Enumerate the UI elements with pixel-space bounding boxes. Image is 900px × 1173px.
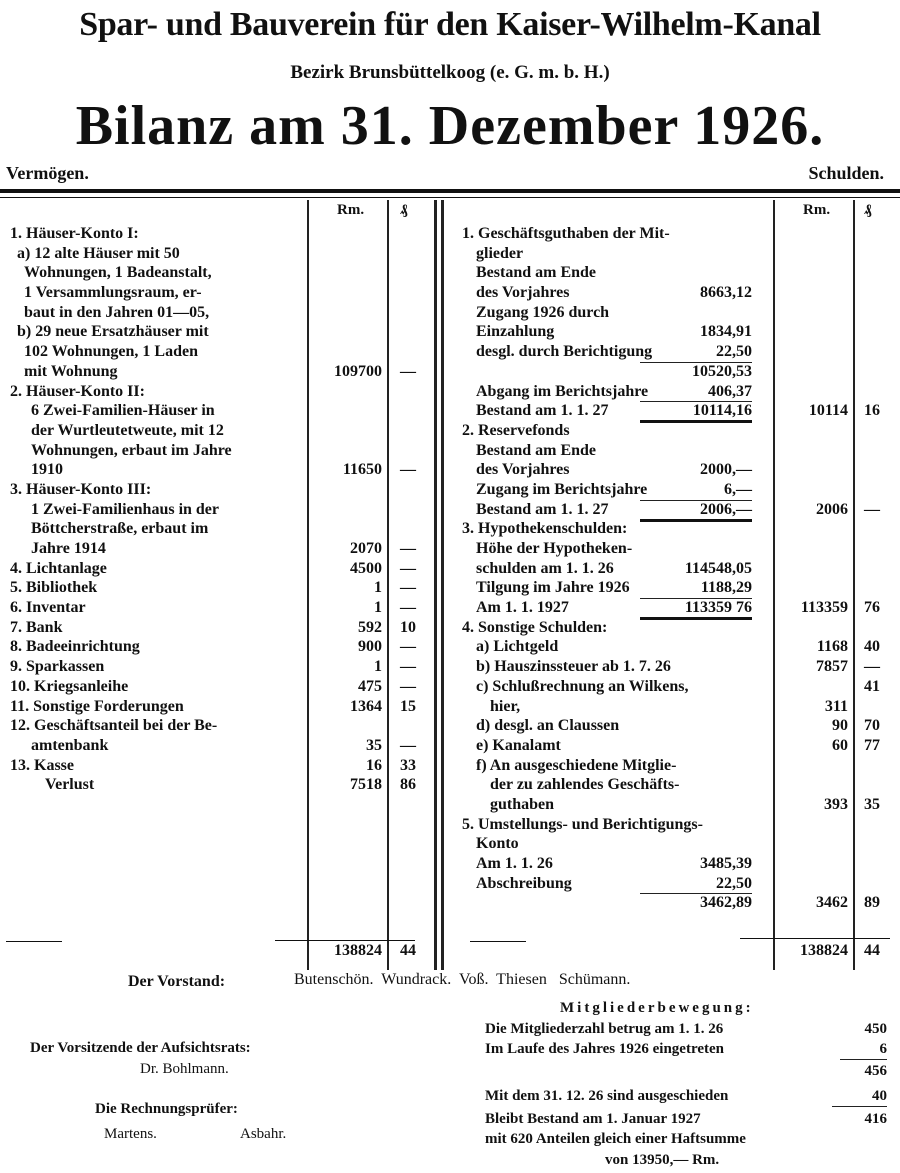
subtotal-value: 113359 76 xyxy=(640,598,752,620)
rm-value: 3462 xyxy=(816,894,848,912)
pf-value: 41 xyxy=(864,677,880,695)
row-label: 6. Inventar xyxy=(10,599,86,617)
liabilities-label: Schulden. xyxy=(808,163,884,183)
row-label: des Vorjahres xyxy=(476,461,570,479)
rm-value: 393 xyxy=(824,795,848,813)
membership-text: von 13950,— Rm. xyxy=(605,1152,720,1168)
row-label: Abgang im Berichtsjahre xyxy=(476,382,649,400)
assets-label: Vermögen. xyxy=(6,163,89,183)
subtotal-value: 1834,91 xyxy=(700,323,752,341)
row-label: 102 Wohnungen, 1 Laden xyxy=(24,343,198,361)
pf-value: — xyxy=(400,599,416,617)
rm-value: 1364 xyxy=(350,697,382,715)
balance-heading: Bilanz am 31. Dezember 1926. xyxy=(75,95,825,157)
pf-value: — xyxy=(400,559,416,577)
subtotal-value: 10114,16 xyxy=(640,401,752,423)
table-row xyxy=(0,480,900,500)
row-label: 9. Sparkassen xyxy=(10,658,105,676)
rm-value: 11650 xyxy=(342,461,382,479)
board-label: Der Vorstand: xyxy=(128,973,226,990)
auditor-name: Asbahr. xyxy=(240,1126,287,1142)
table-row xyxy=(0,618,900,638)
row-label: Bestand am Ende xyxy=(476,264,597,282)
header-rule-thin xyxy=(0,197,900,198)
pf-value: 86 xyxy=(400,776,416,794)
membership-title: Mitgliederbewegung: xyxy=(560,1000,754,1016)
table-row xyxy=(0,500,900,520)
chair-label: Der Vorsitzende der Aufsichtsrats: xyxy=(30,1040,251,1056)
row-label: 7. Bank xyxy=(10,618,63,636)
table-row xyxy=(0,460,900,480)
table-row xyxy=(0,834,900,854)
row-label: 5. Umstellungs- und Berichtigungs- xyxy=(462,815,703,833)
row-label: baut in den Jahren 01—05, xyxy=(24,303,210,321)
rm-value: 10114 xyxy=(808,402,848,420)
rm-value: 1 xyxy=(374,658,382,676)
row-label: 1. Häuser-Konto I: xyxy=(10,225,139,242)
row-label: Jahre 1914 xyxy=(31,540,106,557)
subtotal-value: 6,— xyxy=(724,480,752,498)
pf-value: 40 xyxy=(864,638,880,656)
row-label: Konto xyxy=(476,835,519,853)
subtotal-value: 406,37 xyxy=(708,382,752,400)
rm-value: 1168 xyxy=(816,638,848,656)
table-row xyxy=(0,539,900,559)
membership-row xyxy=(485,1019,887,1039)
row-label: 10. Kriegsanleihe xyxy=(10,677,129,695)
row-label: 1910 xyxy=(31,461,63,479)
row-label: Am 1. 1. 26 xyxy=(476,855,553,872)
subtotal-value: 2000,— xyxy=(700,461,752,479)
table-row xyxy=(0,283,900,303)
membership-text: Bleibt Bestand am 1. Januar 1927 xyxy=(485,1111,701,1127)
pf-value: — xyxy=(400,540,416,557)
rm-value: 1 xyxy=(374,579,382,597)
table-row xyxy=(0,657,900,677)
row-label: 8. Badeeinrichtung xyxy=(10,638,140,656)
rm-value: 7518 xyxy=(350,776,382,794)
row-label: der zu zahlendes Geschäfts- xyxy=(490,776,680,794)
membership-text: mit 620 Anteilen gleich einer Haftsumme xyxy=(485,1131,746,1147)
subtitle: Bezirk Brunsbüttelkoog (e. G. m. b. H.) xyxy=(290,62,610,83)
subtotal-value: 1188,29 xyxy=(700,579,752,597)
row-label: 2. Häuser-Konto II: xyxy=(10,382,145,400)
table-row xyxy=(0,441,900,461)
rm-header-right: Rm. xyxy=(803,202,831,218)
row-label: 4. Sonstige Schulden: xyxy=(462,618,608,636)
subtotal-value: 10520,53 xyxy=(640,362,752,381)
membership-row xyxy=(485,1129,887,1149)
assets-total-pf: 44 xyxy=(400,942,416,959)
row-label: 1. Geschäftsguthaben der Mit- xyxy=(462,225,670,242)
row-label: Verlust xyxy=(45,776,95,794)
row-label: 3. Häuser-Konto III: xyxy=(10,480,152,498)
row-label: c) Schlußrechnung an Wilkens, xyxy=(476,677,689,695)
rm-value: 1 xyxy=(374,599,382,617)
membership-row xyxy=(485,1086,887,1106)
table-row xyxy=(0,519,900,539)
row-label: 1 Versammlungsraum, er- xyxy=(24,284,202,302)
row-label: schulden am 1. 1. 26 xyxy=(476,559,614,577)
subtotal-value: 22,50 xyxy=(716,874,752,892)
table-row xyxy=(0,382,900,402)
row-label: Zugang 1926 durch xyxy=(476,303,610,321)
pf-value: 77 xyxy=(864,736,880,754)
table-row xyxy=(0,421,900,441)
table-row xyxy=(0,578,900,598)
pf-value: — xyxy=(400,638,416,656)
subtotal-value: 3485,39 xyxy=(700,855,752,872)
liabilities-total-rm: 138824 xyxy=(800,942,848,959)
row-label: 3. Hypothekenschulden: xyxy=(462,520,628,538)
pf-value: 76 xyxy=(864,599,880,617)
row-label: hier, xyxy=(490,697,521,715)
row-label: Abschreibung xyxy=(476,874,572,892)
subtotal-value: 3462,89 xyxy=(640,893,752,912)
table-row xyxy=(0,775,900,795)
pf-value: — xyxy=(864,658,880,676)
row-label: Höhe der Hypotheken- xyxy=(476,540,633,557)
row-label: Einzahlung xyxy=(476,323,555,341)
row-label: desgl. durch Berichtigung xyxy=(476,343,653,361)
row-label: 4. Lichtanlage xyxy=(10,559,107,577)
row-label: f) An ausgeschiedene Mitglie- xyxy=(476,756,677,774)
membership-count: 416 xyxy=(864,1111,887,1127)
row-label: 6 Zwei-Familien-Häuser in xyxy=(31,402,215,420)
table-row xyxy=(0,559,900,579)
table-row xyxy=(0,401,900,421)
table-row xyxy=(0,244,900,264)
subtotal-value: 8663,12 xyxy=(700,284,752,302)
row-label: 5. Bibliothek xyxy=(10,579,98,597)
row-label: glieder xyxy=(476,244,524,262)
rm-value: 113359 xyxy=(800,599,848,617)
row-label: 13. Kasse xyxy=(10,756,74,774)
pf-value: 70 xyxy=(864,717,880,735)
table-row xyxy=(0,697,900,717)
pf-value: 16 xyxy=(864,402,880,420)
table-row xyxy=(0,598,900,618)
pf-header-left: ₰ xyxy=(400,202,408,218)
table-row xyxy=(0,716,900,736)
membership-text: Im Laufe des Jahres 1926 eingetreten xyxy=(485,1041,725,1057)
rm-value: 475 xyxy=(358,677,382,695)
table-row xyxy=(0,795,900,815)
membership-row xyxy=(485,1109,887,1129)
row-label: amtenbank xyxy=(31,736,109,754)
table-row xyxy=(0,322,900,342)
row-label: e) Kanalamt xyxy=(476,736,561,754)
row-label: der Wurtleutetweute, mit 12 xyxy=(31,421,224,439)
row-label: 11. Sonstige Forderungen xyxy=(10,697,184,715)
liabilities-list xyxy=(0,224,900,913)
liabilities-total-pf: 44 xyxy=(864,942,880,959)
table-row xyxy=(0,263,900,283)
table-row xyxy=(0,756,900,776)
table-row xyxy=(0,224,900,244)
row-label: 12. Geschäftsanteil bei der Be- xyxy=(10,717,218,735)
rm-header-left: Rm. xyxy=(337,202,365,218)
row-label: Bestand am 1. 1. 27 xyxy=(476,500,609,518)
association-title: Spar- und Bauverein für den Kaiser-Wilhelm-Kanal xyxy=(79,6,821,43)
row-label: a) 12 alte Häuser mit 50 xyxy=(17,244,180,262)
header-rule-thick xyxy=(0,189,900,193)
pf-value: — xyxy=(400,736,416,754)
row-label: Wohnungen, erbaut im Jahre xyxy=(31,441,232,459)
table-row xyxy=(0,303,900,323)
total-rule xyxy=(740,938,890,939)
table-row xyxy=(0,893,900,913)
table-row xyxy=(0,637,900,657)
pf-value: 10 xyxy=(400,618,416,636)
subtotal-value: 114548,05 xyxy=(684,559,752,577)
pf-value: — xyxy=(400,658,416,676)
pf-value: — xyxy=(400,362,416,380)
row-label: 2. Reservefonds xyxy=(462,421,570,439)
row-label: Böttcherstraße, erbaut im xyxy=(31,520,209,538)
total-rule xyxy=(6,941,62,942)
pf-value: — xyxy=(400,579,416,597)
membership-count: 6 xyxy=(840,1039,888,1060)
pf-value: 35 xyxy=(864,795,880,813)
membership-row xyxy=(485,1039,887,1059)
rm-value: 16 xyxy=(366,756,382,774)
table-row xyxy=(0,815,900,835)
row-label: a) Lichtgeld xyxy=(476,638,559,656)
rm-value: 4500 xyxy=(350,559,382,577)
membership-count: 40 xyxy=(832,1086,887,1107)
pf-value: — xyxy=(864,500,880,518)
table-row xyxy=(0,736,900,756)
rm-value: 90 xyxy=(832,717,848,735)
table-row xyxy=(0,362,900,382)
row-label: guthaben xyxy=(490,795,555,813)
membership-row xyxy=(485,1150,887,1170)
pf-value: 15 xyxy=(400,697,416,715)
rm-value: 2006 xyxy=(816,500,848,518)
assets-total-rm: 138824 xyxy=(334,942,382,959)
auditor-name: Martens. xyxy=(104,1126,157,1142)
row-label: b) 29 neue Ersatzhäuser mit xyxy=(17,323,209,341)
membership-row xyxy=(485,1061,887,1081)
row-label: Tilgung im Jahre 1926 xyxy=(476,579,630,597)
table-row xyxy=(0,874,900,894)
row-label: Am 1. 1. 1927 xyxy=(476,599,569,617)
rm-value: 311 xyxy=(824,697,848,715)
board-names: Butenschön. Wundrack. Voß. Thiesen Schümann. xyxy=(294,971,631,988)
rm-value: 7857 xyxy=(816,658,848,676)
table-row xyxy=(0,342,900,362)
pf-value: 89 xyxy=(864,894,880,912)
membership-text: Die Mitgliederzahl betrug am 1. 1. 26 xyxy=(485,1021,724,1037)
rm-value: 109700 xyxy=(334,362,382,380)
row-label: Bestand am 1. 1. 27 xyxy=(476,402,609,420)
rm-value: 900 xyxy=(358,638,382,656)
membership-text: Mit dem 31. 12. 26 sind ausgeschieden xyxy=(485,1088,729,1104)
pf-value: — xyxy=(400,677,416,695)
row-label: d) desgl. an Claussen xyxy=(476,717,620,735)
row-label: Bestand am Ende xyxy=(476,441,597,459)
total-rule xyxy=(275,940,415,941)
row-label: mit Wohnung xyxy=(24,362,118,380)
pf-value: — xyxy=(400,461,416,479)
membership-count: 450 xyxy=(864,1021,887,1037)
chair-name: Dr. Bohlmann. xyxy=(140,1061,229,1077)
rm-value: 35 xyxy=(366,736,382,754)
row-label: 1 Zwei-Familienhaus in der xyxy=(31,500,220,518)
table-row xyxy=(0,854,900,874)
pf-header-right: ₰ xyxy=(864,202,872,218)
row-label: Zugang im Berichtsjahre xyxy=(476,480,648,498)
rm-value: 592 xyxy=(358,618,382,636)
subtotal-value: 22,50 xyxy=(716,343,752,361)
membership-count: 456 xyxy=(864,1063,887,1079)
rm-value: 60 xyxy=(832,736,848,754)
table-row xyxy=(0,677,900,697)
row-label: des Vorjahres xyxy=(476,284,570,302)
pf-value: 33 xyxy=(400,756,416,774)
row-label: Wohnungen, 1 Badeanstalt, xyxy=(24,264,212,282)
total-rule xyxy=(470,941,526,942)
row-label: b) Hauszinssteuer ab 1. 7. 26 xyxy=(476,658,671,676)
subtotal-value: 2006,— xyxy=(640,500,752,522)
auditors-label: Die Rechnungsprüfer: xyxy=(95,1101,238,1117)
rm-value: 2070 xyxy=(350,540,382,557)
